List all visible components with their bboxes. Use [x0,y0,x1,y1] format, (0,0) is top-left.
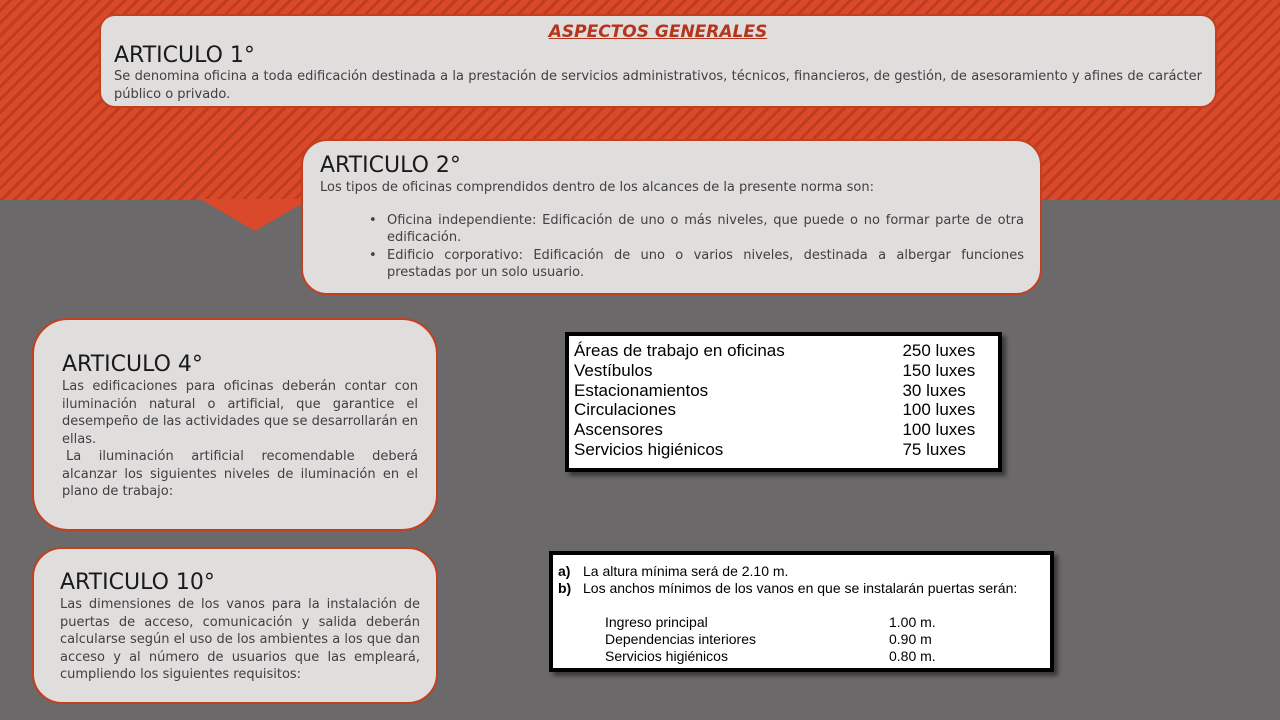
table-cell-lux: 30 luxes [902,380,966,400]
illumination-table [565,332,1002,472]
table-cell-area: Circulaciones [574,400,677,420]
banner-pointer [200,199,310,231]
requirement-text: Los anchos mínimos de los vanos en que se instalarán puertas serán: [583,580,1018,596]
table-row [574,400,998,420]
table-cell-value: 0.90 m [889,631,932,647]
table-row [574,361,998,381]
requirement-b [558,580,1050,597]
office-types-list [320,212,1024,282]
article-1-text: Se denomina oficina a toda edificación destinada a la prestación de servicios administrativos, técnicos, financieros, de gestión, de asesoramiento y afines de carácter público o privado. [114,69,1202,102]
table-cell-name: Ingreso principal [605,614,708,630]
requirement-a [558,563,1050,580]
article-2-intro: Los tipos de oficinas comprendidos dentro de los alcances de la presente norma son: [320,180,874,195]
table-cell-value: 1.00 m. [889,614,936,630]
spacer [558,597,1050,614]
article-10-text: Las dimensiones de los vanos para la instalación de puertas de acceso, comunicación y salida deberán calcularse según el uso de los ambientes a los que dan acceso y al número de usuarios que las empleará, cumpliendo los siguientes requisitos: [60,597,420,682]
table-cell-area: Estacionamientos [574,380,709,400]
article-1-card [99,14,1217,108]
requirement-letter: a) [558,563,571,579]
table-row [558,631,1050,648]
table-row [574,440,998,460]
table-row [574,341,998,361]
article-4-heading: ARTICULO 4° [62,352,203,377]
requirement-text: La altura mínima será de 2.10 m. [583,563,789,579]
requirement-letter: b) [558,580,572,596]
article-1-heading: ARTICULO 1° [114,43,255,68]
table-cell-area: Ascensores [574,420,663,440]
article-2-card [301,139,1042,295]
article-10-heading: ARTICULO 10° [60,570,215,595]
table-row [574,420,998,440]
table-row [558,648,1050,665]
table-cell-lux: 250 luxes [902,341,976,360]
list-item: • Edificio corporativo: Edificación de uno o varios niveles, destinada a albergar funciones prestadas por un solo usuario. [387,247,1024,282]
table-cell-area: Servicios higiénicos [574,439,724,459]
door-requirements-table [549,551,1054,672]
table-cell-name: Dependencias interiores [605,631,756,647]
table-cell-area: Áreas de trabajo en oficinas [574,341,785,360]
section-title: ASPECTOS GENERALES [548,22,768,42]
table-cell-area: Vestíbulos [574,360,653,380]
table-cell-lux: 75 luxes [902,439,966,459]
list-item: • Oficina independiente: Edificación de uno o más niveles, que puede o no formar parte de otra edificación. [387,212,1024,247]
article-4-card [32,318,438,531]
table-cell-lux: 100 luxes [902,420,976,440]
table-cell-name: Servicios higiénicos [605,648,728,664]
table-cell-lux: 100 luxes [902,400,976,420]
article-4-text-1: Las edificaciones para oficinas deberán contar con iluminación natural o artificial, que garantice el desempeño de las actividades que se desarrollarán en ellas. [62,379,418,447]
article-2-heading: ARTICULO 2° [320,153,461,178]
article-10-card [32,547,438,704]
table-cell-value: 0.80 m. [889,648,936,664]
article-4-text-2: La iluminación artificial recomendable deberá alcanzar los siguientes niveles de iluminación en el plano de trabajo: [62,449,418,499]
table-row [558,614,1050,631]
table-cell-lux: 150 luxes [902,360,976,380]
table-row [574,381,998,401]
